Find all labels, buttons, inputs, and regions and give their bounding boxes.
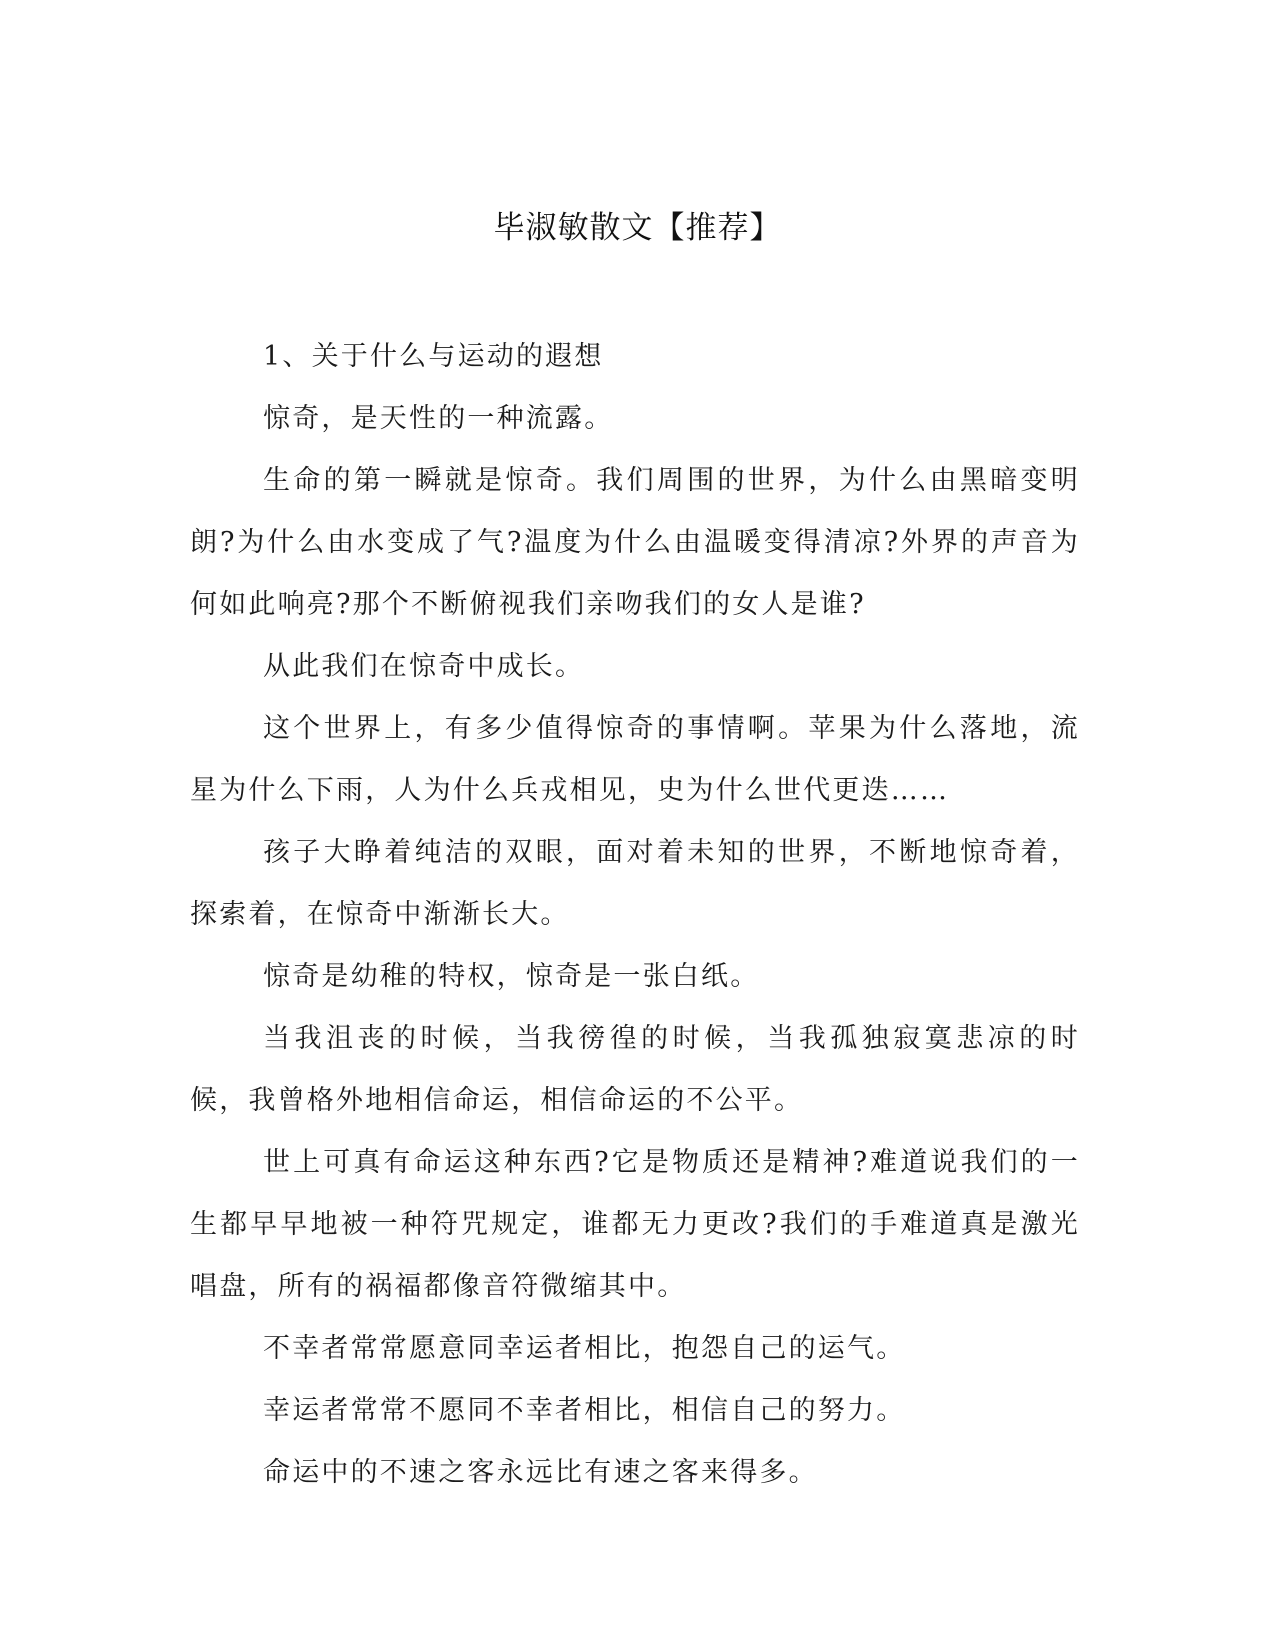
paragraph: 不幸者常常愿意同幸运者相比，抱怨自己的运气。 <box>263 1333 906 1364</box>
paragraph: 世上可真有命运这种东西?它是物质还是精神?难道说我们的一生都早早地被一种符咒规定，谁都无力更改?我们的手难道真是激光唱盘，所有的祸福都像音符微缩其中。 <box>190 1147 1080 1302</box>
paragraph: 1、关于什么与运动的遐想 <box>263 341 604 372</box>
paragraph: 这个世界上，有多少值得惊奇的事情啊。苹果为什么落地，流星为什么下雨，人为什么兵戎相见，史为什么世代更迭…… <box>190 713 1080 806</box>
paragraph: 惊奇是幼稚的特权，惊奇是一张白纸。 <box>263 961 760 992</box>
paragraph: 当我沮丧的时候，当我徬徨的时候，当我孤独寂寞悲凉的时候，我曾格外地相信命运，相信命运的不公平。 <box>190 1023 1080 1116</box>
paragraph: 幸运者常常不愿同不幸者相比，相信自己的努力。 <box>263 1395 906 1426</box>
paragraph: 命运中的不速之客永远比有速之客来得多。 <box>263 1457 818 1488</box>
paragraph: 生命的第一瞬就是惊奇。我们周围的世界，为什么由黑暗变明朗?为什么由水变成了气?温度为什么由温暖变得清凉?外界的声音为何如此响亮?那个不断俯视我们亲吻我们的女人是谁? <box>190 465 1080 620</box>
paragraph: 惊奇，是天性的一种流露。 <box>263 403 614 434</box>
paragraph: 从此我们在惊奇中成长。 <box>263 651 585 682</box>
document-title: 毕淑敏散文【推荐】 <box>493 210 782 246</box>
document-body <box>190 326 1080 1504</box>
paragraph: 孩子大睁着纯洁的双眼，面对着未知的世界，不断地惊奇着，探索着，在惊奇中渐渐长大。 <box>190 837 1080 930</box>
